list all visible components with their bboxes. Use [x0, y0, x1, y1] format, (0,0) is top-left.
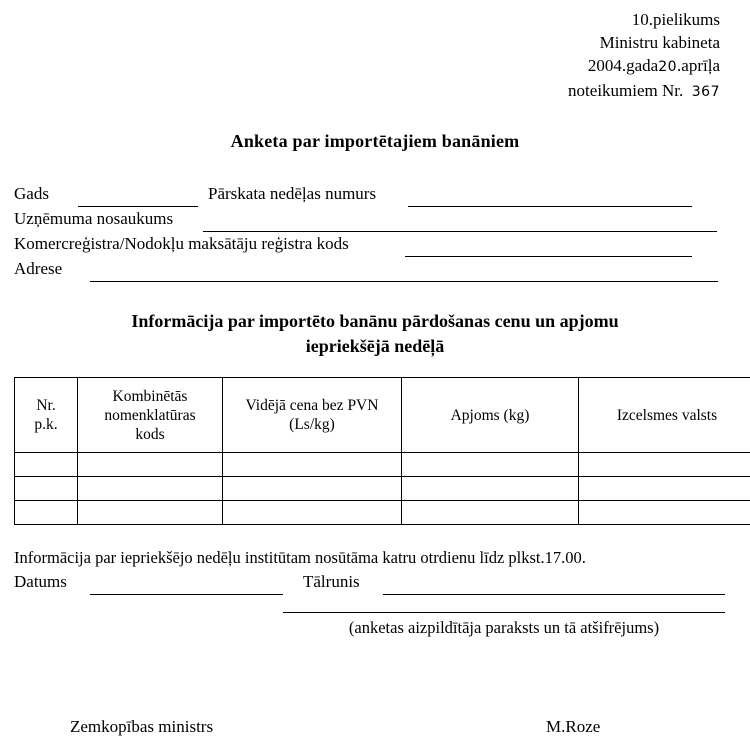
column-header-average-price [223, 378, 402, 453]
address-input[interactable] [90, 281, 718, 282]
table-body [15, 453, 750, 525]
header-date-prefix: 2004.gada [587, 56, 659, 75]
header-date-suffix: .aprīļa [677, 56, 720, 75]
table-row [15, 477, 750, 501]
cell-average-price[interactable] [223, 453, 402, 477]
signature-input[interactable] [283, 612, 725, 613]
column-header-nr [15, 378, 78, 453]
page-title: Anketa par importētajiem banāniem [230, 131, 520, 151]
date-label: Datums [14, 572, 67, 591]
year-label: Gads [14, 184, 49, 203]
year-input[interactable] [78, 206, 198, 207]
column-header-origin-country: Izcelsmes valsts [579, 378, 750, 453]
section-title-line1: Informācija par importēto banānu pārdošanas cenu un apjomu [131, 311, 619, 331]
column-header-cena-line2: (Ls/kg) [289, 416, 335, 433]
cell-volume[interactable] [402, 477, 579, 501]
table-row [15, 453, 750, 477]
header-regulation-number: 367 [691, 84, 720, 100]
cell-combined-nomenclature[interactable] [78, 453, 223, 477]
date-input[interactable] [90, 594, 283, 595]
company-label: Uzņēmuma nosaukums [14, 209, 174, 228]
column-header-nr-line1: Nr. [36, 397, 56, 414]
week-label: Pārskata nedēļas numurs [208, 184, 377, 203]
cell-combined-nomenclature[interactable] [78, 477, 223, 501]
registry-input[interactable] [405, 256, 692, 257]
form-row-company [0, 209, 750, 235]
phone-label: Tālrunis [303, 572, 360, 591]
cell-average-price[interactable] [223, 477, 402, 501]
signature-caption: (anketas aizpildītāja paraksts un tā atšifrējums) [348, 618, 660, 637]
form-row-date-phone [0, 572, 750, 598]
column-header-kn-line2: nomenklatūras [104, 406, 196, 424]
cell-volume[interactable] [402, 501, 579, 525]
cell-nr[interactable] [15, 453, 78, 477]
registry-label: Komercreģistra/Nodokļu maksātāju reģistra kods [14, 234, 349, 253]
document-footer [0, 717, 750, 745]
header-line-regulation [300, 79, 720, 104]
cell-volume[interactable] [402, 453, 579, 477]
form-row-registry [0, 234, 750, 260]
column-header-combined-nomenclature [78, 378, 223, 453]
cell-average-price[interactable] [223, 501, 402, 525]
section-title-line2: iepriekšējā nedēļā [305, 336, 445, 356]
table-row [15, 501, 750, 525]
form-row-year-week [0, 184, 750, 210]
header-regulation-prefix: noteikumiem Nr. [568, 81, 684, 100]
header-line-appendix: 10.pielikums [631, 10, 720, 29]
column-header-volume: Apjoms (kg) [402, 378, 579, 453]
banana-import-table [14, 377, 750, 525]
document-header [300, 8, 720, 104]
form-row-address [0, 259, 750, 285]
column-header-kn-line1: Kombinētās [112, 387, 188, 405]
week-input[interactable] [408, 206, 692, 207]
phone-input[interactable] [383, 594, 725, 595]
cell-combined-nomenclature[interactable] [78, 501, 223, 525]
minister-title: Zemkopības ministrs [70, 717, 214, 736]
cell-nr[interactable] [15, 501, 78, 525]
submission-note: Informācija par iepriekšējo nedēļu institūtam nosūtāma katru otrdienu līdz plkst.17.00. [14, 548, 586, 567]
minister-name: M.Roze [546, 717, 601, 736]
company-input[interactable] [203, 231, 717, 232]
column-header-cena-line1: Vidējā cena bez PVN [245, 397, 379, 414]
header-line-date [300, 54, 720, 79]
section-title [0, 309, 750, 359]
column-header-nr-line2: p.k. [34, 416, 58, 433]
cell-nr[interactable] [15, 477, 78, 501]
cell-origin-country[interactable] [579, 453, 750, 477]
table-header-row [15, 378, 750, 453]
header-line-cabinet: Ministru kabineta [599, 33, 720, 52]
table-header [15, 378, 750, 453]
header-date-day: 20 [658, 59, 678, 75]
column-header-kn-line3: kods [135, 425, 165, 443]
cell-origin-country[interactable] [579, 501, 750, 525]
address-label: Adrese [14, 259, 63, 278]
cell-origin-country[interactable] [579, 477, 750, 501]
